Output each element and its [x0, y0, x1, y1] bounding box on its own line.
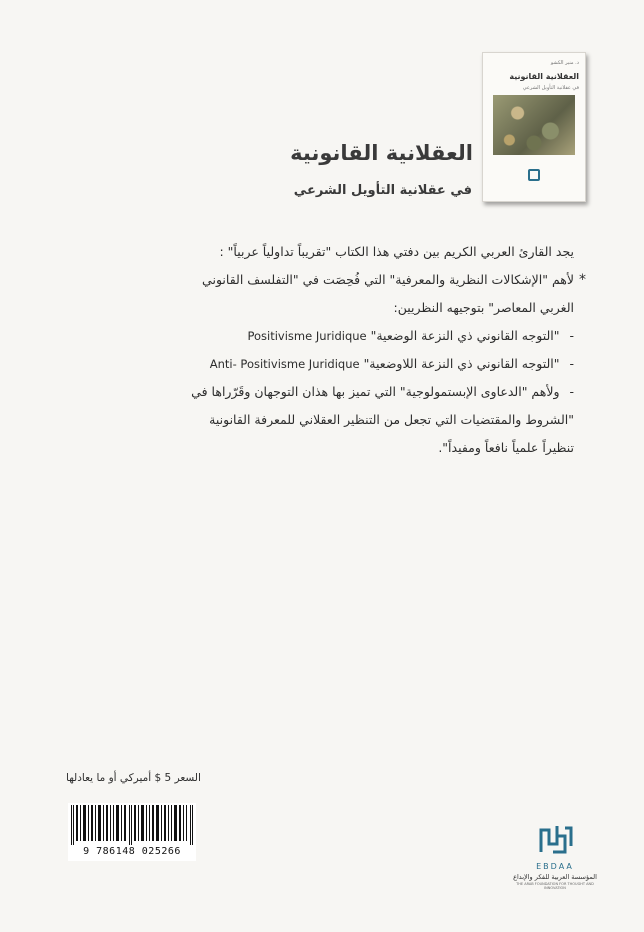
dash-bullet: - [569, 384, 574, 399]
publisher-name-ar: المؤسسة العربية للفكر والإبداع [513, 873, 597, 881]
list-item-epistemology-line-3: تنظيراً علمياً نافعاً ومفيداً". [438, 440, 574, 455]
publisher-logo [505, 820, 605, 890]
book-title: العقلانية القانونية [290, 141, 473, 165]
thumbnail-author: د. منير الكشو [550, 60, 579, 66]
list-item-anti-positivism [54, 350, 574, 378]
star-bullet-icon: * [579, 272, 586, 288]
thumbnail-title: العقلانية القانونية [509, 72, 579, 81]
list-item-positivism-ar: "التوجه القانوني ذي النزعة الوضعية" [370, 328, 560, 343]
blurb [54, 238, 586, 462]
book-cover-thumbnail [482, 52, 586, 202]
isbn-number: 9 786148 025266 [83, 846, 181, 857]
list-item-positivism-fr: Positivisme Juridique [247, 329, 367, 343]
dash-bullet: - [569, 356, 574, 371]
thumbnail-subtitle: في عقلانية التأويل الشرعي [522, 85, 579, 91]
list-item-positivism [54, 322, 574, 350]
isbn-barcode [68, 803, 196, 861]
list-item-anti-positivism-fr: Anti- Positivisme Juridique [209, 357, 360, 371]
publisher-logo-icon [528, 169, 540, 181]
dash-bullet: - [569, 328, 574, 343]
book-subtitle: في عقلانية التأويل الشرعي [293, 183, 472, 198]
bullet-1-line-1 [54, 266, 586, 294]
list-item-anti-positivism-ar: "التوجه القانوني ذي النزعة اللاوضعية" [363, 356, 560, 371]
publisher-name-en: THE ARAB FOUNDATION FOR THOUGHT AND INNOVATION [516, 882, 594, 890]
ebdaa-logo-icon [535, 820, 575, 860]
blurb-intro: يجد القارئ العربي الكريم بين دفتي هذا الكتاب "تقريباً تداولياً عربياً" : [219, 244, 574, 259]
publisher-name-latin: EBDAA [536, 862, 574, 871]
bullet-1-text: لأهم "الإشكالات النظرية والمعرفية" التي فُحِصَت في "التفلسف القانوني [202, 272, 574, 287]
list-item-epistemology-text: ولأهم "الدعاوى الإبستمولوجية" التي تميز بها هذان التوجهان وقَرّراها في [191, 384, 560, 399]
bullet-1-line-2: الغربي المعاصر" بتوجيهه النظريين: [393, 300, 574, 315]
list-item-epistemology-line-1 [54, 378, 574, 406]
barcode-bars-icon [71, 805, 193, 845]
cover-artwork-image [493, 95, 575, 155]
price-label: السعر 5 $ أميركي أو ما يعادلها [66, 772, 201, 784]
list-item-epistemology-line-2: "الشروط والمقتضيات التي تجعل من التنظير العقلاني للمعرفة القانونية [209, 412, 574, 427]
